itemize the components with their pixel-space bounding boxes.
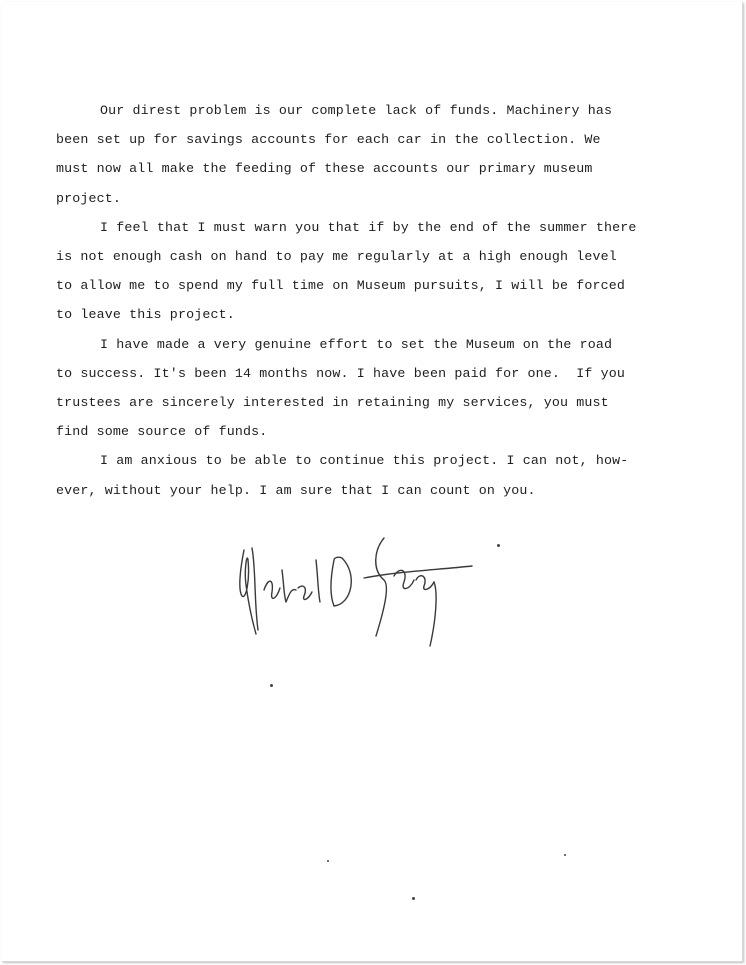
text-line: to leave this project.	[56, 307, 235, 323]
text-line: must now all make the feeding of these accounts our primary museum	[56, 161, 593, 177]
paragraph-warning	[56, 213, 696, 330]
paragraph-effort	[56, 330, 696, 447]
ink-speck	[564, 854, 566, 856]
ink-speck	[270, 684, 273, 687]
text-line: to allow me to spend my full time on Museum pursuits, I will be forced	[56, 278, 626, 294]
ink-speck	[412, 897, 415, 900]
signature-drawing	[234, 530, 484, 656]
paragraph-closing	[56, 446, 696, 504]
text-line: I have made a very genuine effort to set the Museum on the road	[100, 336, 613, 352]
ink-speck	[327, 860, 329, 862]
text-line: is not enough cash on hand to pay me regularly at a high enough level	[56, 249, 617, 265]
letter-page	[2, 2, 743, 962]
text-line: been set up for savings accounts for each car in the collection. We	[56, 132, 601, 148]
text-line: project.	[56, 190, 122, 206]
letter-body	[56, 96, 696, 505]
text-line: I am anxious to be able to continue this project. I can not, how-	[100, 453, 629, 469]
text-line: to success. It's been 14 months now. I have been paid for one. If you	[56, 365, 626, 381]
text-line: find some source of funds.	[56, 424, 268, 440]
handwritten-signature	[234, 530, 484, 656]
text-line: trustees are sincerely interested in retaining my services, you must	[56, 395, 609, 411]
text-line: I feel that I must warn you that if by the end of the summer there	[100, 219, 637, 235]
paragraph-funds	[56, 96, 696, 213]
text-line: Our direst problem is our complete lack of funds. Machinery has	[100, 103, 613, 118]
ink-speck	[497, 544, 500, 547]
text-line: ever, without your help. I am sure that I can count on you.	[56, 482, 536, 498]
